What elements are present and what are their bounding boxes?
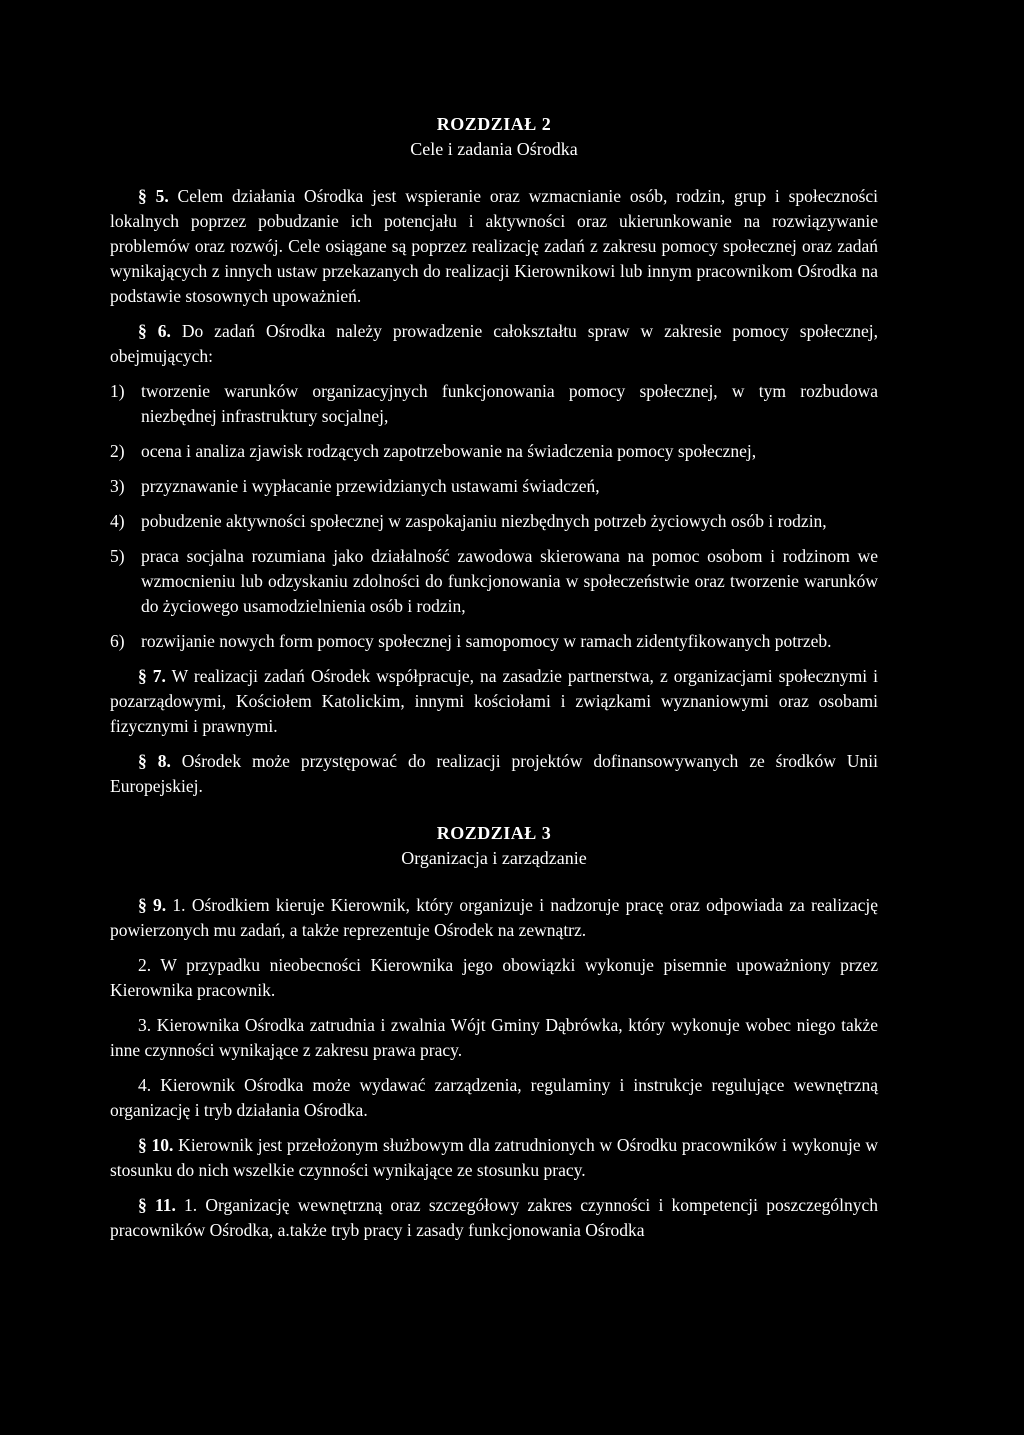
list-item-number: 5) (110, 546, 125, 566)
section-paragraph (110, 1193, 878, 1243)
section-number: § 7. (138, 666, 166, 686)
list-item-number: 4) (110, 511, 125, 531)
section-text: Do zadań Ośrodka należy prowadzenie całokształtu spraw w zakresie pomocy społecznej, obejmujących: (110, 321, 879, 366)
section-number: § 8. (138, 751, 171, 771)
list-item (110, 379, 878, 429)
list-item (110, 544, 878, 619)
list-item-text: praca socjalna rozumiana jako działalność zawodowa skierowana na pomoc osobom i rodzinom we wzmocnieniu lub odzyskaniu zdolności do funkcjonowania w społeczeństwie oraz tworzenie warunków do życiowego usamodzielnienia osób i rodzin, (141, 546, 878, 616)
section-paragraph (110, 1133, 878, 1183)
section-text: 1. Ośrodkiem kieruje Kierownik, który organizuje i nadzoruje pracę oraz odpowiada za realizację powierzonych mu zadań, a także reprezentuje Ośrodek na zewnątrz. (110, 895, 879, 940)
section-number: § 10. (138, 1135, 174, 1155)
section-text: 2. W przypadku nieobecności Kierownika jego obowiązki wykonuje pisemnie upoważniony przez Kierownika pracownik. (110, 955, 878, 1000)
section-number: § 6. (138, 321, 171, 341)
list-item (110, 509, 878, 534)
section-paragraph (110, 749, 878, 799)
section-paragraph (110, 893, 878, 943)
list-item-number: 6) (110, 631, 125, 651)
list-item-text: przyznawanie i wypłacanie przewidzianych ustawami świadczeń, (141, 476, 600, 496)
section-text: Ośrodek może przystępować do realizacji projektów dofinansowywanych ze środków Unii Europejskiej. (110, 751, 879, 796)
chapter-heading (110, 112, 878, 162)
list-item-number: 1) (110, 381, 125, 401)
list-item-text: rozwijanie nowych form pomocy społecznej i samopomocy w ramach zidentyfikowanych potrzeb. (141, 631, 832, 651)
section-text: 1. Organizację wewnętrzną oraz szczegółowy zakres czynności i kompetencji poszczególnych pracowników Ośrodka, a.także tryb pracy i zasady funkcjonowania Ośrodka (110, 1195, 878, 1240)
section-paragraph (110, 1073, 878, 1123)
list-item-number: 3) (110, 476, 125, 496)
section-paragraph (110, 664, 878, 739)
list-item (110, 629, 878, 654)
list-item (110, 474, 878, 499)
section-text: Celem działania Ośrodka jest wspieranie oraz wzmacnianie osób, rodzin, grup i społeczności lokalnych poprzez pobudzanie ich potencjału i aktywności oraz ukierunkowanie na rozwiązywanie problemów oraz rozwój. Cele osiągane są poprzez realizację zadań z zakresu pomocy społecznej oraz zadań wynikających z innych ustaw przekazanych do realizacji Kierownikowi lub innym pracownikom Ośrodka na podstawie stosownych upoważnień. (110, 186, 879, 306)
list-item-text: tworzenie warunków organizacyjnych funkcjonowania pomocy społecznej, w tym rozbudowa niezbędnej infrastruktury socjalnej, (141, 381, 878, 426)
section-number: § 5. (138, 186, 169, 206)
section-paragraph (110, 184, 878, 309)
task-list (110, 379, 878, 654)
chapter-subtitle: Organizacja i zarządzanie (401, 848, 587, 868)
section-number: § 9. (138, 895, 167, 915)
list-item-text: ocena i analiza zjawisk rodzących zapotrzebowanie na świadczenia pomocy społecznej, (141, 441, 757, 461)
section-text: W realizacji zadań Ośrodek współpracuje, na zasadzie partnerstwa, z organizacjami społecznymi i pozarządowymi, Kościołem Katolickim, innymi kościołami i związkami wyznaniowymi oraz osobami fizycznymi i prawnymi. (110, 666, 878, 736)
section-paragraph (110, 319, 878, 369)
chapter-title: ROZDZIAŁ 2 (436, 114, 552, 134)
section-text: 4. Kierownik Ośrodka może wydawać zarządzenia, regulaminy i instrukcje regulujące wewnętrzną organizację i tryb działania Ośrodka. (110, 1075, 878, 1120)
section-paragraph (110, 953, 878, 1003)
chapter-title: ROZDZIAŁ 3 (436, 823, 552, 843)
section-text: Kierownik jest przełożonym służbowym dla zatrudnionych w Ośrodku pracowników i wykonuje w stosunku do nich wszelkie czynności wynikające ze stosunku pracy. (110, 1135, 879, 1180)
chapter-heading (110, 821, 878, 871)
list-item (110, 439, 878, 464)
section-paragraph (110, 1013, 878, 1063)
list-item-number: 2) (110, 441, 125, 461)
section-number: § 11. (138, 1195, 176, 1215)
section-text: 3. Kierownika Ośrodka zatrudnia i zwalnia Wójt Gminy Dąbrówka, który wykonuje wobec niego także inne czynności wynikające z zakresu prawa pracy. (110, 1015, 878, 1060)
list-item-text: pobudzenie aktywności społecznej w zaspokajaniu niezbędnych potrzeb życiowych osób i rodzin, (141, 511, 827, 531)
chapter-subtitle: Cele i zadania Ośrodka (410, 139, 578, 159)
